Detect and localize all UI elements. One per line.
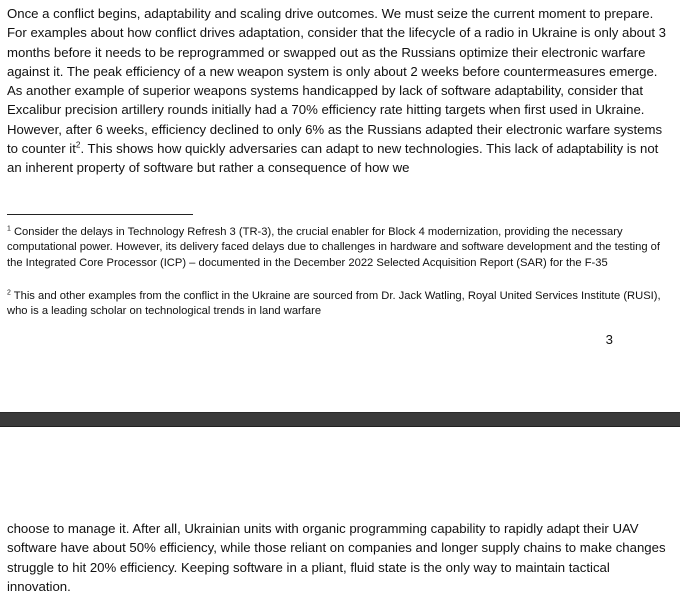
page-break-divider — [0, 412, 680, 427]
footnote-1 — [7, 225, 671, 271]
body-paragraph-continued: choose to manage it. After all, Ukrainian units with organic programming capability to rapidly adapt their UAV software have about 50% efficiency, while those reliant on companies and longer supply chains to make changes struggle to hit 20% efficiency. Keeping software in a pliant, fluid state is the only way to maintain tactical innovation. — [7, 521, 666, 594]
page-number: 3 — [605, 332, 613, 347]
body-paragraph — [7, 4, 675, 178]
footnote-reference-2: 2 — [75, 140, 81, 150]
footnote-text-2: This and other examples from the conflict in the Ukraine are sourced from Dr. Jack Watling, Royal United Services Institute (RUSI), who is a leading scholar on technological trends in land warfare — [7, 290, 661, 318]
footnote-marker-1: 1 — [7, 225, 11, 233]
document-page-4 — [0, 427, 680, 598]
footnote-separator — [7, 214, 193, 215]
footnote-2 — [7, 289, 671, 320]
body-paragraph-text: Once a conflict begins, adaptability and scaling drive outcomes. We must seize the current moment to prepare. For examples about how conflict drives adaptation, consider that the lifecycle of a radio in Ukraine is only about 3 months before it needs to be reprogrammed or swapped out as the Russians optimize their electronic warfare against it. The peak efficiency of a new weapon system is only about 2 weeks before countermeasures emerge. As another example of superior weapons systems handicapped by lack of software adaptability, consider that Excalibur precision artillery rounds initially had a 70% efficiency rate hitting targets when first used in Ukraine. However, after 6 weeks, efficiency declined to only 6% as the Russians adapted their electronic warfare systems to counter it — [7, 6, 667, 157]
body-paragraph-text-continued: . This shows how quickly adversaries can adapt to new technologies. This lack of adaptability is not an inherent property of software but rather a consequence of how we — [7, 141, 659, 176]
footnote-marker-2: 2 — [7, 289, 11, 297]
footnote-text-1: Consider the delays in Technology Refresh 3 (TR-3), the crucial enabler for Block 4 modernization, providing the necessary computational power. However, its delivery faced delays due to challenges in hardware and software development and the testing of the Integrated Core Processor (ICP) – documented in the December 2022 Selected Acquisition Report (SAR) for the F-35 — [7, 226, 660, 269]
